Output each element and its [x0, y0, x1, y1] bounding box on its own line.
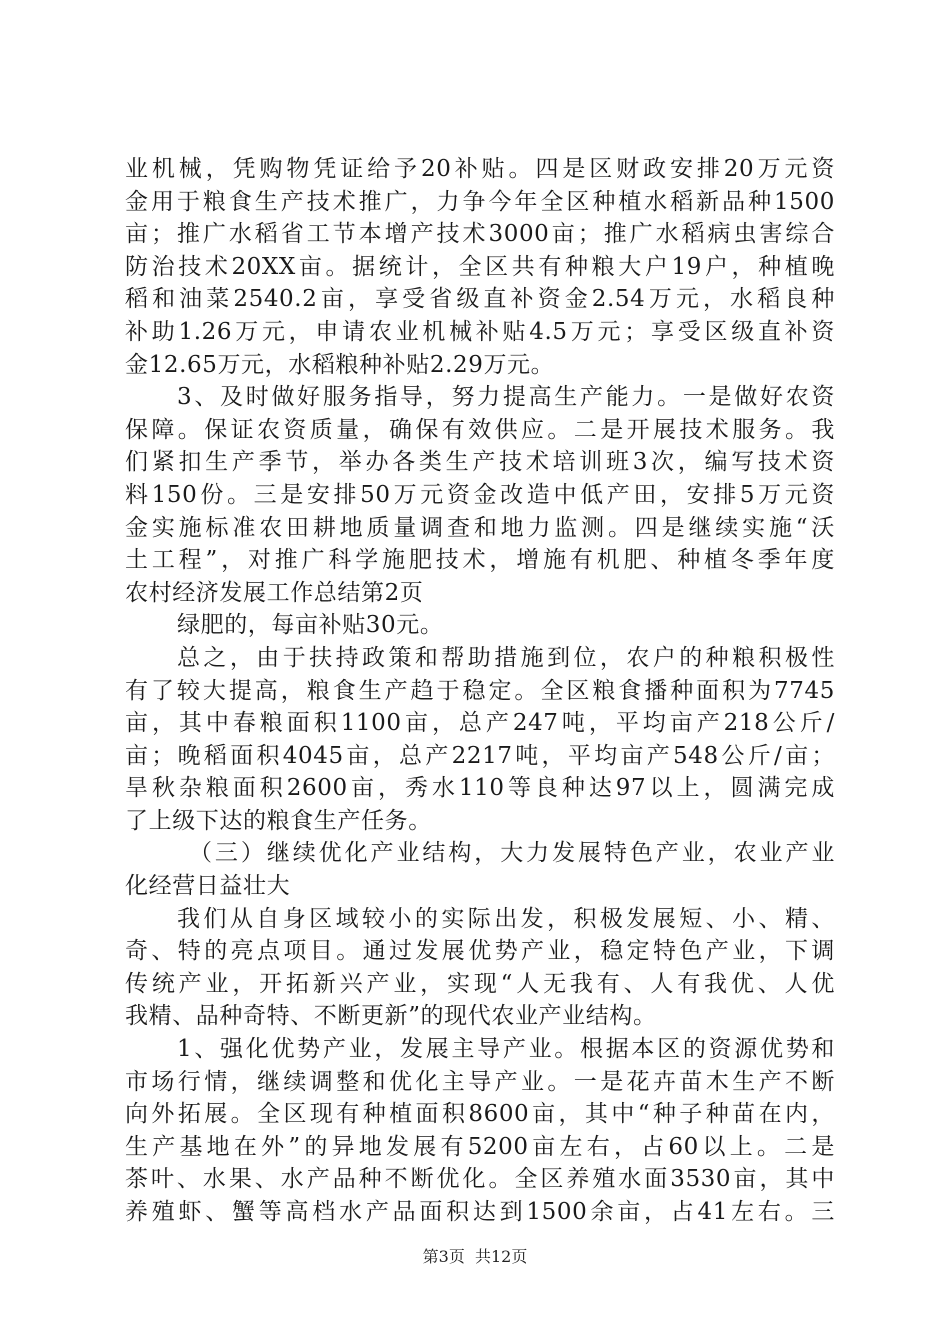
text-line: 奇、特的亮点项目。通过发展优势产业，稳定特色产业，下调: [125, 938, 835, 965]
text-line: 防治技术20XX亩。据统计，全区共有种粮大户19户，种植晚: [125, 253, 835, 280]
text-line: 金实施标准农田耕地质量调查和地力监测。四是继续实施“沃: [125, 514, 835, 541]
text-line: 亩；推广水稻省工节本增产技术3000亩；推广水稻病虫害综合: [125, 221, 835, 248]
text-line: 有了较大提高，粮食生产趋于稳定。全区粮食播种面积为7745: [125, 677, 835, 704]
text-line: 料150份。三是安排50万元资金改造中低产田，安排5万元资: [125, 481, 835, 508]
text-line: 绿肥的，每亩补贴30元。: [177, 612, 444, 639]
text-line: （三）继续优化产业结构，大力发展特色产业，农业产业: [189, 840, 835, 867]
text-line: 旱秋杂粮面积2600亩，秀水110等良种达97以上，圆满完成: [125, 775, 835, 802]
text-line: 补助1.26万元，申请农业机械补贴4.5万元；享受区级直补资: [125, 318, 835, 345]
text-line: 1、强化优势产业，发展主导产业。根据本区的资源优势和: [177, 1036, 835, 1063]
text-line: 土工程”，对推广科学施肥技术，增施有机肥、种植冬季年度: [125, 547, 835, 574]
text-line: 了上级下达的粮食生产任务。: [125, 807, 432, 834]
text-line: 3、及时做好服务指导，努力提高生产能力。一是做好农资: [177, 384, 835, 411]
text-line: 我精、品种奇特、不断更新”的现代农业产业结构。: [125, 1003, 657, 1030]
text-line: 保障。保证农资质量，确保有效供应。二是开展技术服务。我: [125, 416, 835, 443]
text-line: 养殖虾、蟹等高档水产品面积达到1500余亩，占41左右。三: [125, 1199, 835, 1225]
text-line: 总之，由于扶持政策和帮助措施到位，农户的种粮积极性: [177, 644, 835, 671]
text-line: 化经营日益壮大: [125, 873, 291, 900]
text-line: 亩；晚稻面积4045亩，总产2217吨，平均亩产548公斤/亩；: [125, 742, 835, 769]
text-line: 们紧扣生产季节，举办各类生产技术培训班3次，编写技术资: [125, 449, 835, 476]
document-body: [125, 153, 835, 1229]
text-line: 向外拓展。全区现有种植面积8600亩，其中“种子种苗在内，: [125, 1101, 835, 1128]
text-line: 茶叶、水果、水产品种不断优化。全区养殖水面3530亩，其中: [125, 1166, 835, 1193]
text-line: 农村经济发展工作总结第2页: [125, 579, 424, 606]
page-footer: 第3页 共12页: [422, 1247, 528, 1266]
text-line: 市场行情，继续调整和优化主导产业。一是花卉苗木生产不断: [125, 1068, 835, 1095]
text-line: 我们从自身区域较小的实际出发，积极发展短、小、精、: [177, 905, 835, 932]
text-line: 传统产业，开拓新兴产业，实现“人无我有、人有我优、人优: [125, 970, 835, 997]
text-line: 金用于粮食生产技术推广，力争今年全区种植水稻新品种1500: [125, 188, 835, 215]
text-line: 业机械，凭购物凭证给予20补贴。四是区财政安排20万元资: [125, 156, 835, 182]
text-line: 生产基地在外”的异地发展有5200亩左右，占60以上。二是: [125, 1133, 835, 1160]
text-line: 金12.65万元，水稻粮种补贴2.29万元。: [125, 351, 555, 378]
text-line: 稻和油菜2540.2亩，享受省级直补资金2.54万元，水稻良种: [125, 286, 835, 313]
text-line: 亩，其中春粮面积1100亩，总产247吨，平均亩产218公斤/: [125, 710, 835, 737]
